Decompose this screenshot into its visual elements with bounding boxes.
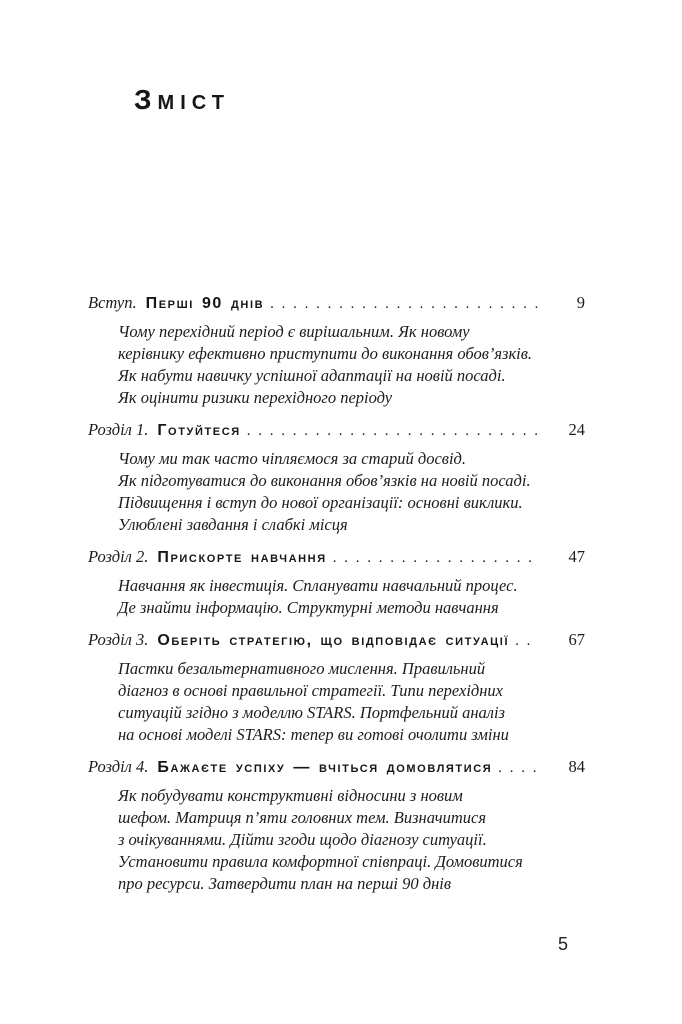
toc-entry-heading [88,292,585,315]
page-number: 5 [557,934,568,954]
entry-page-number: 24 [568,420,585,439]
entry-label: Розділ 1. [88,420,149,439]
description-line: Навчання як інвестиція. Спланувати навчальний процес. [118,576,518,595]
entry-title: Прискорте навчання [157,549,327,566]
entry-description [118,658,585,746]
description-line: Чому ми так часто чіпляємося за старий досвід. [118,449,466,468]
dot-leader [333,547,539,569]
page-title: Зміст [134,84,230,115]
entry-label: Розділ 2. [88,547,149,566]
toc-entry [88,292,585,409]
description-line: Пастки безальтернативного мислення. Правильний [118,659,486,678]
toc-entry [88,756,585,895]
description-line: Як підготуватися до виконання обов’язків на новій посаді. [118,471,531,490]
description-line: керівнику ефективно приступити до виконання обов’язків. [118,344,533,363]
description-line: шефом. Матриця п’яти головних тем. Визначитися [118,808,487,827]
entry-label: Вступ. [88,293,137,312]
toc-entry-heading [88,629,585,652]
dot-leader [270,293,539,315]
description-line: Підвищення і вступ до нової організації: основні виклики. [118,493,523,512]
entry-page-number: 67 [568,630,585,649]
description-line: ситуацій згідно з моделлю STARS. Портфельний аналіз [118,703,505,722]
entry-title: Готуйтеся [157,422,241,439]
toc-entry [88,419,585,536]
description-line: Установити правила комфортної співпраці. Домовитися [118,852,523,871]
entry-page-number: 9 [576,293,585,312]
description-line: Як побудувати конструктивні відносини з новим [118,786,463,805]
description-line: Улюблені завдання і слабкі місця [118,515,348,534]
toc-entry [88,629,585,746]
entry-description [118,321,585,409]
description-line: діагноз в основі правильної стратегії. Типи перехідних [118,681,504,700]
toc-entry-heading [88,419,585,442]
entry-title: Бажаєте успіху — вчіться домовлятися [157,759,493,776]
description-line: Чому перехідний період є вирішальним. Як новому [118,322,470,341]
dot-leader [498,757,539,779]
description-line: Де знайти інформацію. Структурні методи навчання [118,598,499,617]
entry-description [118,785,585,895]
description-line: Як набути навичку успішної адаптації на новій посаді. [118,366,506,385]
entry-title: Перші 90 днів [145,295,265,312]
entry-description [118,575,585,619]
description-line: на основі моделі STARS: тепер ви готові очолити зміни [118,725,509,744]
description-line: з очікуваннями. Дійти згоди щодо діагнозу ситуації. [118,830,487,849]
entry-description [118,448,585,536]
toc-entry [88,546,585,619]
description-line: про ресурси. Затвердити план на перші 90 днів [118,874,452,893]
entry-page-number: 84 [568,757,585,776]
toc-entry-heading [88,756,585,779]
description-line: Як оцінити ризики перехідного періоду [118,388,393,407]
entry-label: Розділ 3. [88,630,149,649]
entry-title: Оберіть стратегію, що відповідає ситуації [157,632,510,649]
entry-label: Розділ 4. [88,757,149,776]
dot-leader [515,630,539,652]
dot-leader [247,420,539,442]
entry-page-number: 47 [568,547,585,566]
table-of-contents [88,292,585,905]
toc-entry-heading [88,546,585,569]
